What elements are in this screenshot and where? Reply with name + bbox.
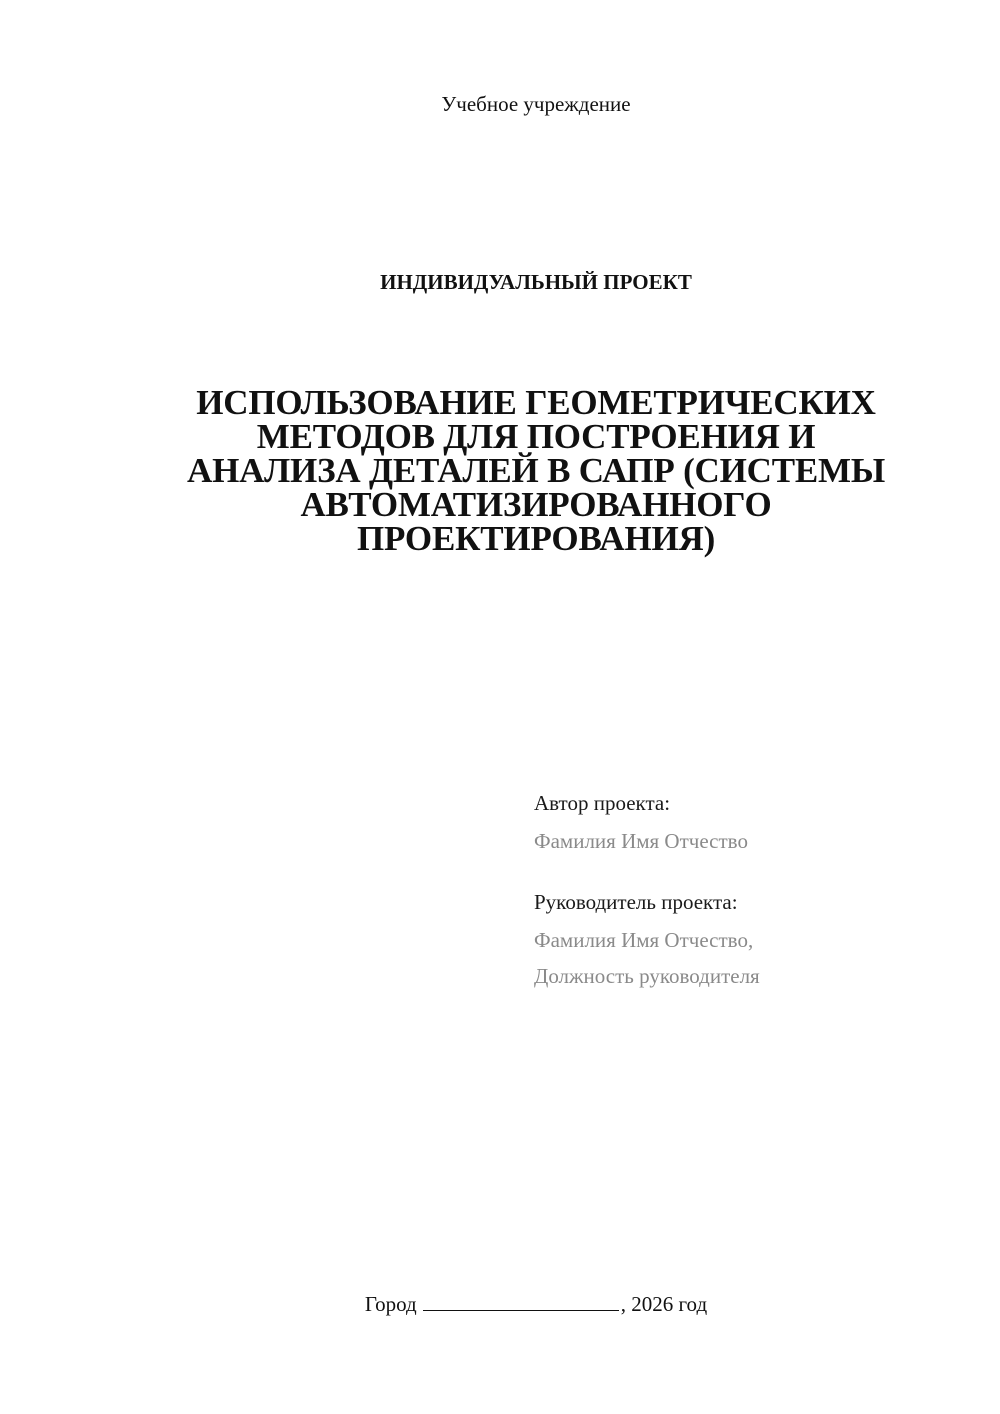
- project-title-line: АНАЛИЗА ДЕТАЛЕЙ В САПР (СИСТЕМЫ: [187, 451, 885, 490]
- project-title-line: ИСПОЛЬЗОВАНИЕ ГЕОМЕТРИЧЕСКИХ: [196, 383, 876, 422]
- city-label: Город: [364, 1292, 417, 1316]
- supervisor-position: Должность руководителя: [534, 964, 760, 988]
- project-title: [150, 383, 922, 558]
- supervisor-block: [534, 889, 974, 994]
- author-block: [534, 790, 974, 859]
- author-label: Автор проекта:: [534, 791, 671, 815]
- document-type: ИНДИВИДУАЛЬНЫЙ ПРОЕКТ: [380, 270, 692, 294]
- project-title-line: АВТОМАТИЗИРОВАННОГО: [300, 485, 772, 524]
- author-name: Фамилия Имя Отчество: [534, 829, 748, 853]
- year-text: , 2026 год: [620, 1292, 708, 1316]
- institution-name: Учебное учреждение: [441, 92, 631, 116]
- supervisor-name: Фамилия Имя Отчество,: [534, 928, 754, 952]
- supervisor-label: Руководитель проекта:: [534, 890, 738, 914]
- city-year-line: [0, 1292, 1000, 1317]
- project-title-line: МЕТОДОВ ДЛЯ ПОСТРОЕНИЯ И: [256, 417, 816, 456]
- credits-block: [534, 790, 974, 994]
- city-blank-line: [423, 1292, 619, 1311]
- project-title-line: ПРОЕКТИРОВАНИЯ): [356, 519, 716, 558]
